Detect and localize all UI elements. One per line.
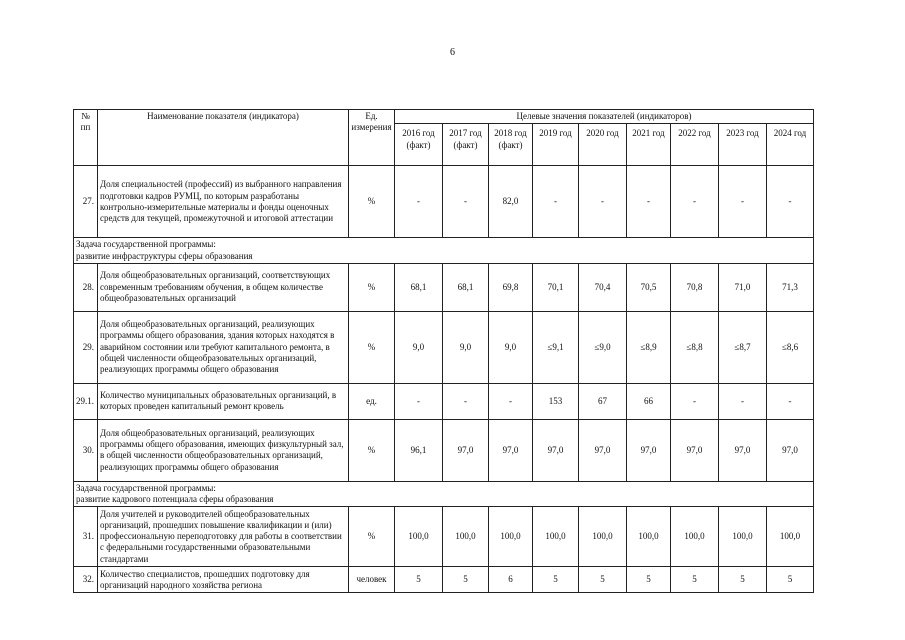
value-cell: -	[767, 166, 814, 238]
header-year-2017: 2017 год (факт)	[443, 124, 489, 166]
value-cell: 5	[627, 567, 671, 593]
value-cell: 70,8	[671, 263, 719, 311]
value-cell: 100,0	[533, 507, 579, 567]
indicator-name: Количество специалистов, прошедших подготовку для организаций народного хозяйства региона	[98, 567, 349, 593]
value-cell: 153	[533, 383, 579, 419]
value-cell: ≤8,6	[767, 311, 814, 383]
table-row	[74, 419, 814, 481]
header-year-2024: 2024 год	[767, 124, 814, 166]
row-number: 30.	[74, 419, 98, 481]
header-year-2018: 2018 год (факт)	[489, 124, 533, 166]
header-year-2016: 2016 год (факт)	[395, 124, 443, 166]
value-cell: -	[627, 166, 671, 238]
header-year-2022: 2022 год	[671, 124, 719, 166]
value-cell: 100,0	[395, 507, 443, 567]
unit-cell: %	[349, 166, 395, 238]
row-number: 29.1.	[74, 383, 98, 419]
indicator-name: Доля общеобразовательных организаций, реализующих программы общего образования, имеющих физкультурный зал, в общей численности общеобразовательных организаций, реализующих программы общего образования	[98, 419, 349, 481]
value-cell: 97,0	[671, 419, 719, 481]
row-number: 32.	[74, 567, 98, 593]
value-cell: 97,0	[579, 419, 627, 481]
indicator-name: Доля общеобразовательных организаций, реализующих программы общего образования, здания которых находятся в аварийном состоянии или требуют капитального ремонта, в общей численности общеобразовательных организаций, реализующих программы общего образования	[98, 311, 349, 383]
value-cell: -	[489, 383, 533, 419]
table-row	[74, 166, 814, 238]
value-cell: 68,1	[395, 263, 443, 311]
value-cell: -	[533, 166, 579, 238]
value-cell: 100,0	[579, 507, 627, 567]
value-cell: -	[443, 383, 489, 419]
header-col-no: № пп	[74, 110, 98, 166]
value-cell: 70,4	[579, 263, 627, 311]
value-cell: 66	[627, 383, 671, 419]
value-cell: 9,0	[489, 311, 533, 383]
value-cell: 100,0	[627, 507, 671, 567]
value-cell: 68,1	[443, 263, 489, 311]
value-cell: 97,0	[719, 419, 767, 481]
value-cell: -	[671, 383, 719, 419]
unit-cell: %	[349, 507, 395, 567]
value-cell: 100,0	[489, 507, 533, 567]
indicator-name: Доля специальностей (профессий) из выбранного направления подготовки кадров РУМЦ, по которым разработаны контрольно-измерительные материалы и фонды оценочных средств для текущей, промежуточной и итоговой аттестации	[98, 166, 349, 238]
value-cell: 5	[719, 567, 767, 593]
value-cell: -	[719, 166, 767, 238]
value-cell: -	[579, 166, 627, 238]
value-cell: 69,8	[489, 263, 533, 311]
table-row	[74, 311, 814, 383]
value-cell: 9,0	[395, 311, 443, 383]
indicator-name: Доля учителей и руководителей общеобразовательных организаций, прошедших повышение квалификации и (или) профессиональную переподготовку для работы в соответствии с федеральными государственными образовательными стандартами	[98, 507, 349, 567]
header-col-unit: Ед. измерения	[349, 110, 395, 166]
value-cell: -	[443, 166, 489, 238]
header-year-2023: 2023 год	[719, 124, 767, 166]
value-cell: 70,1	[533, 263, 579, 311]
value-cell: 100,0	[767, 507, 814, 567]
unit-cell: %	[349, 311, 395, 383]
value-cell: 100,0	[719, 507, 767, 567]
table-row	[74, 507, 814, 567]
value-cell: -	[767, 383, 814, 419]
value-cell: 70,5	[627, 263, 671, 311]
value-cell: 100,0	[671, 507, 719, 567]
row-number: 29.	[74, 311, 98, 383]
header-year-2020: 2020 год	[579, 124, 627, 166]
value-cell: ≤9,0	[579, 311, 627, 383]
value-cell: ≤8,9	[627, 311, 671, 383]
value-cell: 5	[533, 567, 579, 593]
value-cell: 71,0	[719, 263, 767, 311]
value-cell: 5	[395, 567, 443, 593]
unit-cell: %	[349, 263, 395, 311]
value-cell: 5	[443, 567, 489, 593]
value-cell: 97,0	[767, 419, 814, 481]
header-year-2021: 2021 год	[627, 124, 671, 166]
value-cell: -	[395, 383, 443, 419]
value-cell: 97,0	[627, 419, 671, 481]
section-heading: Задача государственной программы: развитие кадрового потенциала сферы образования	[74, 481, 814, 507]
table-row	[74, 383, 814, 419]
value-cell: 5	[579, 567, 627, 593]
unit-cell: ед.	[349, 383, 395, 419]
value-cell: 82,0	[489, 166, 533, 238]
unit-cell: %	[349, 419, 395, 481]
header-year-2019: 2019 год	[533, 124, 579, 166]
value-cell: 9,0	[443, 311, 489, 383]
value-cell: ≤8,7	[719, 311, 767, 383]
value-cell: 97,0	[533, 419, 579, 481]
value-cell: -	[671, 166, 719, 238]
value-cell: 6	[489, 567, 533, 593]
indicator-name: Доля общеобразовательных организаций, соответствующих современным требованиям обучения, в общем количестве общеобразовательных организаций	[98, 263, 349, 311]
indicator-name: Количество муниципальных образовательных организаций, в которых проведен капитальный ремонт кровель	[98, 383, 349, 419]
table-row	[74, 567, 814, 593]
row-number: 31.	[74, 507, 98, 567]
value-cell: 97,0	[443, 419, 489, 481]
page-number: 6	[450, 47, 455, 58]
value-cell: 97,0	[489, 419, 533, 481]
value-cell: 96,1	[395, 419, 443, 481]
section-row	[74, 238, 814, 264]
value-cell: 5	[767, 567, 814, 593]
section-heading: Задача государственной программы: развитие инфраструктуры сферы образования	[74, 238, 814, 264]
header-col-name: Наименование показателя (индикатора)	[98, 110, 349, 166]
row-number: 28.	[74, 263, 98, 311]
unit-cell: человек	[349, 567, 395, 593]
value-cell: 5	[671, 567, 719, 593]
value-cell: -	[719, 383, 767, 419]
value-cell: 67	[579, 383, 627, 419]
table-row	[74, 263, 814, 311]
value-cell: 100,0	[443, 507, 489, 567]
value-cell: ≤8,8	[671, 311, 719, 383]
header-col-targets: Целевые значения показателей (индикаторов)	[395, 110, 814, 124]
indicators-table	[73, 109, 814, 593]
value-cell: -	[395, 166, 443, 238]
value-cell: ≤9,1	[533, 311, 579, 383]
section-row	[74, 481, 814, 507]
value-cell: 71,3	[767, 263, 814, 311]
row-number: 27.	[74, 166, 98, 238]
